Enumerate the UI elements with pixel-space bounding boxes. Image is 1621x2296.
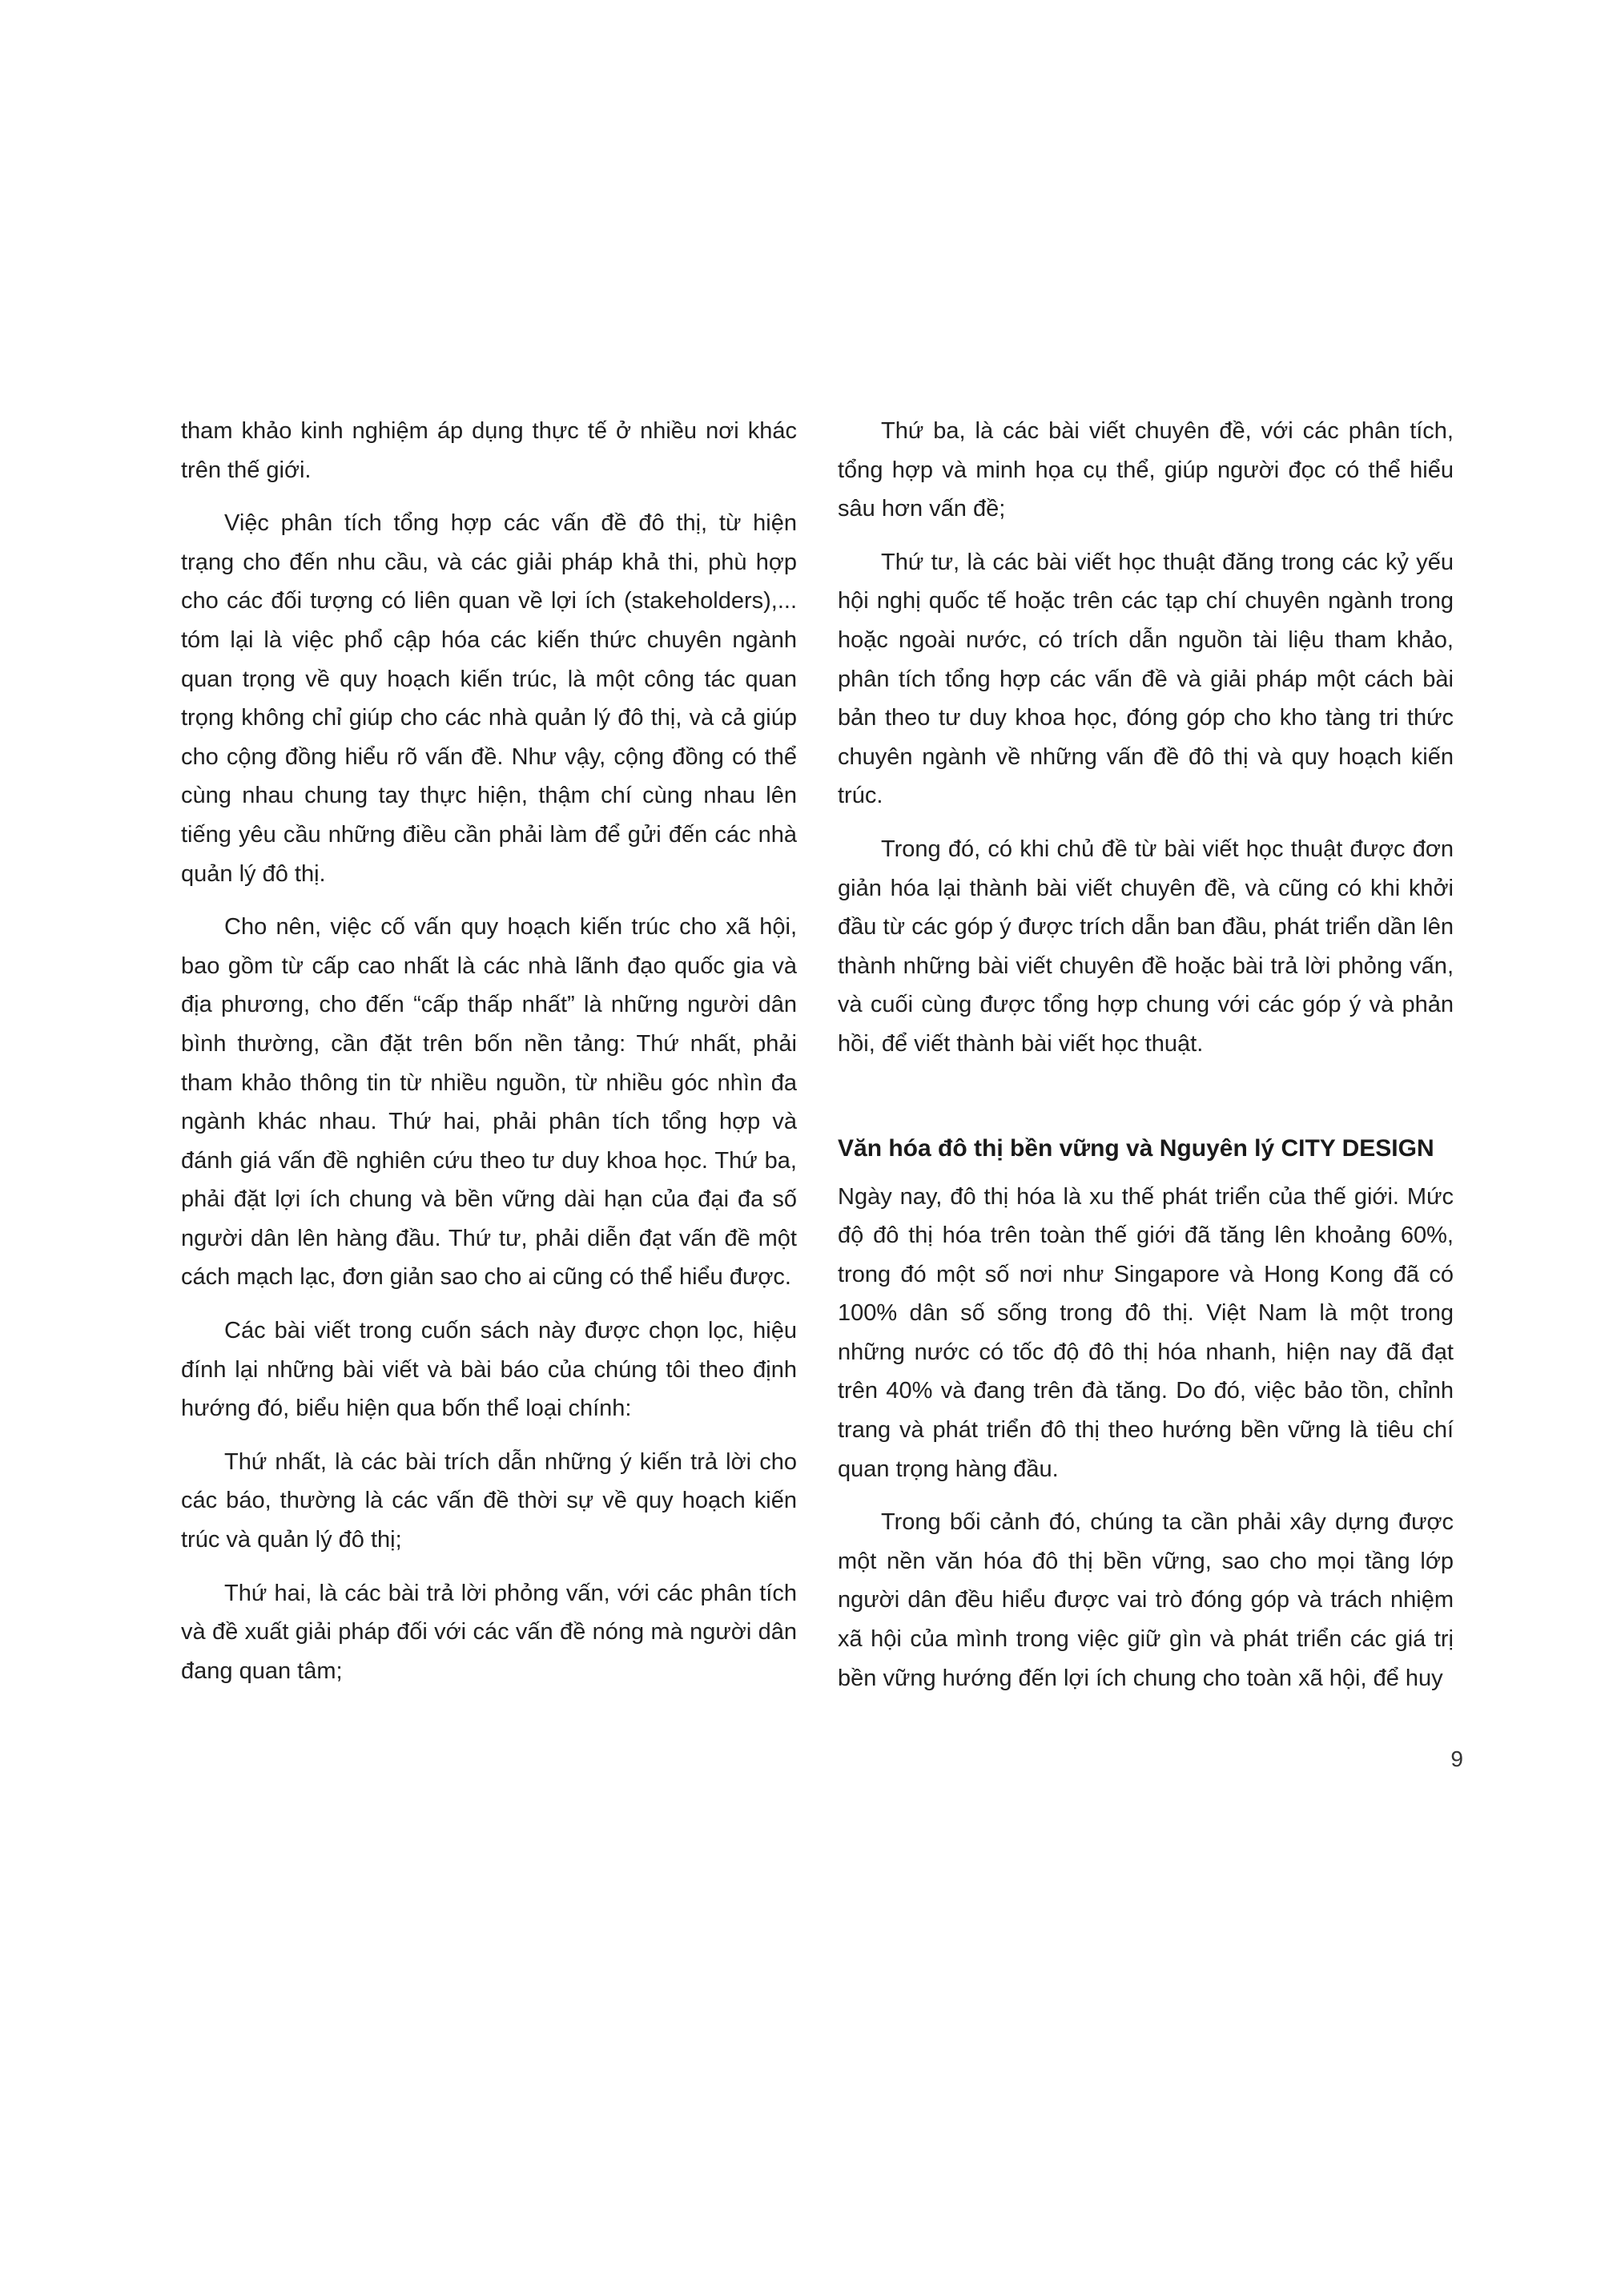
- paragraph: Việc phân tích tổng hợp các vấn đề đô thị, từ hiện trạng cho đến nhu cầu, và các giải pháp khả thi, phù hợp cho các đối tượng có liên quan về lợi ích (stakeholders),... tóm lại là việc phổ cập hóa các kiến thức chuyên ngành quan trọng về quy hoạch kiến trúc, là một công tác quan trọng không chỉ giúp cho các nhà quản lý đô thị, và cả giúp cho cộng đồng hiểu rõ vấn đề. Như vậy, cộng đồng có thể cùng nhau chung tay thực hiện, thậm chí cùng nhau lên tiếng yêu cầu những điều cần phải làm để gửi đến các nhà quản lý đô thị.: [181, 510, 797, 887]
- paragraph: Cho nên, việc cố vấn quy hoạch kiến trúc cho xã hội, bao gồm từ cấp cao nhất là các nhà lãnh đạo quốc gia và địa phương, cho đến “cấp thấp nhất” là những người dân bình thường, cần đặt trên bốn nền tảng: Thứ nhất, phải tham khảo thông tin từ nhiều nguồn, từ nhiều góc nhìn đa ngành khác nhau. Thứ hai, phải phân tích tổng hợp và đánh giá vấn đề nghiên cứu theo tư duy khoa học. Thứ ba, phải đặt lợi ích chung và bền vững dài hạn của đại đa số người dân lên hàng đầu. Thứ tư, phải diễn đạt vấn đề một cách mạch lạc, đơn giản sao cho ai cũng có thể hiểu được.: [181, 914, 797, 1291]
- paragraph: Thứ tư, là các bài viết học thuật đăng trong các kỷ yếu hội nghị quốc tế hoặc trên các tạp chí chuyên ngành trong hoặc ngoài nước, có trích dẫn nguồn tài liệu tham khảo, phân tích tổng hợp các vấn đề và giải pháp một cách bài bản theo tư duy khoa học, đóng góp cho kho tàng tri thức chuyên ngành về những vấn đề đô thị và quy hoạch kiến trúc.: [838, 549, 1454, 809]
- right-text-column: [838, 412, 1454, 1712]
- left-text-column: [181, 412, 797, 1705]
- paragraph: Các bài viết trong cuốn sách này được chọn lọc, hiệu đính lại những bài viết và bài báo của chúng tôi theo định hướng đó, biểu hiện qua bốn thể loại chính:: [181, 1318, 797, 1422]
- paragraph: Trong bối cảnh đó, chúng ta cần phải xây dựng được một nền văn hóa đô thị bền vững, sao cho mọi tầng lớp người dân đều hiểu được vai trò đóng góp và trách nhiệm xã hội của mình trong việc giữ gìn và phát triển các giá trị bền vững hướng đến lợi ích chung cho toàn xã hội, để huy: [838, 1509, 1454, 1691]
- paragraph: Thứ nhất, là các bài trích dẫn những ý kiến trả lời cho các báo, thường là các vấn đề thời sự về quy hoạch kiến trúc và quản lý đô thị;: [181, 1448, 797, 1553]
- paragraph: Thứ ba, là các bài viết chuyên đề, với các phân tích, tổng hợp và minh họa cụ thể, giúp người đọc có thể hiểu sâu hơn vấn đề;: [838, 418, 1454, 522]
- paragraph: Trong đó, có khi chủ đề từ bài viết học thuật được đơn giản hóa lại thành bài viết chuyên đề, và cũng có khi khởi đầu từ các góp ý được trích dẫn ban đầu, phát triển dần lên thành những bài viết chuyên đề hoặc bài trả lời phỏng vấn, và cuối cùng được tổng hợp chung với các góp ý và phản hồi, để viết thành bài viết học thuật.: [838, 836, 1454, 1057]
- paragraph: Thứ hai, là các bài trả lời phỏng vấn, với các phân tích và đề xuất giải pháp đối với các vấn đề nóng mà người dân đang quan tâm;: [181, 1580, 797, 1684]
- paragraph: Ngày nay, đô thị hóa là xu thế phát triển của thế giới. Mức độ đô thị hóa trên toàn thế giới đã tăng lên khoảng 60%, trong đó một số nơi như Singapore và Hong Kong đã có 100% dân số sống trong đô thị. Việt Nam là một trong những nước có tốc độ đô thị hóa nhanh, hiện nay đã đạt trên 40% và đang trên đà tăng. Do đó, việc bảo tồn, chỉnh trang và phát triển đô thị theo hướng bền vững là tiêu chí quan trọng hàng đầu.: [838, 1183, 1454, 1482]
- paragraph: tham khảo kinh nghiệm áp dụng thực tế ở nhiều nơi khác trên thế giới.: [181, 418, 797, 483]
- page-number: 9: [1450, 1746, 1463, 1771]
- section-heading: Văn hóa đô thị bền vững và Nguyên lý CITY DESIGN: [838, 1134, 1434, 1162]
